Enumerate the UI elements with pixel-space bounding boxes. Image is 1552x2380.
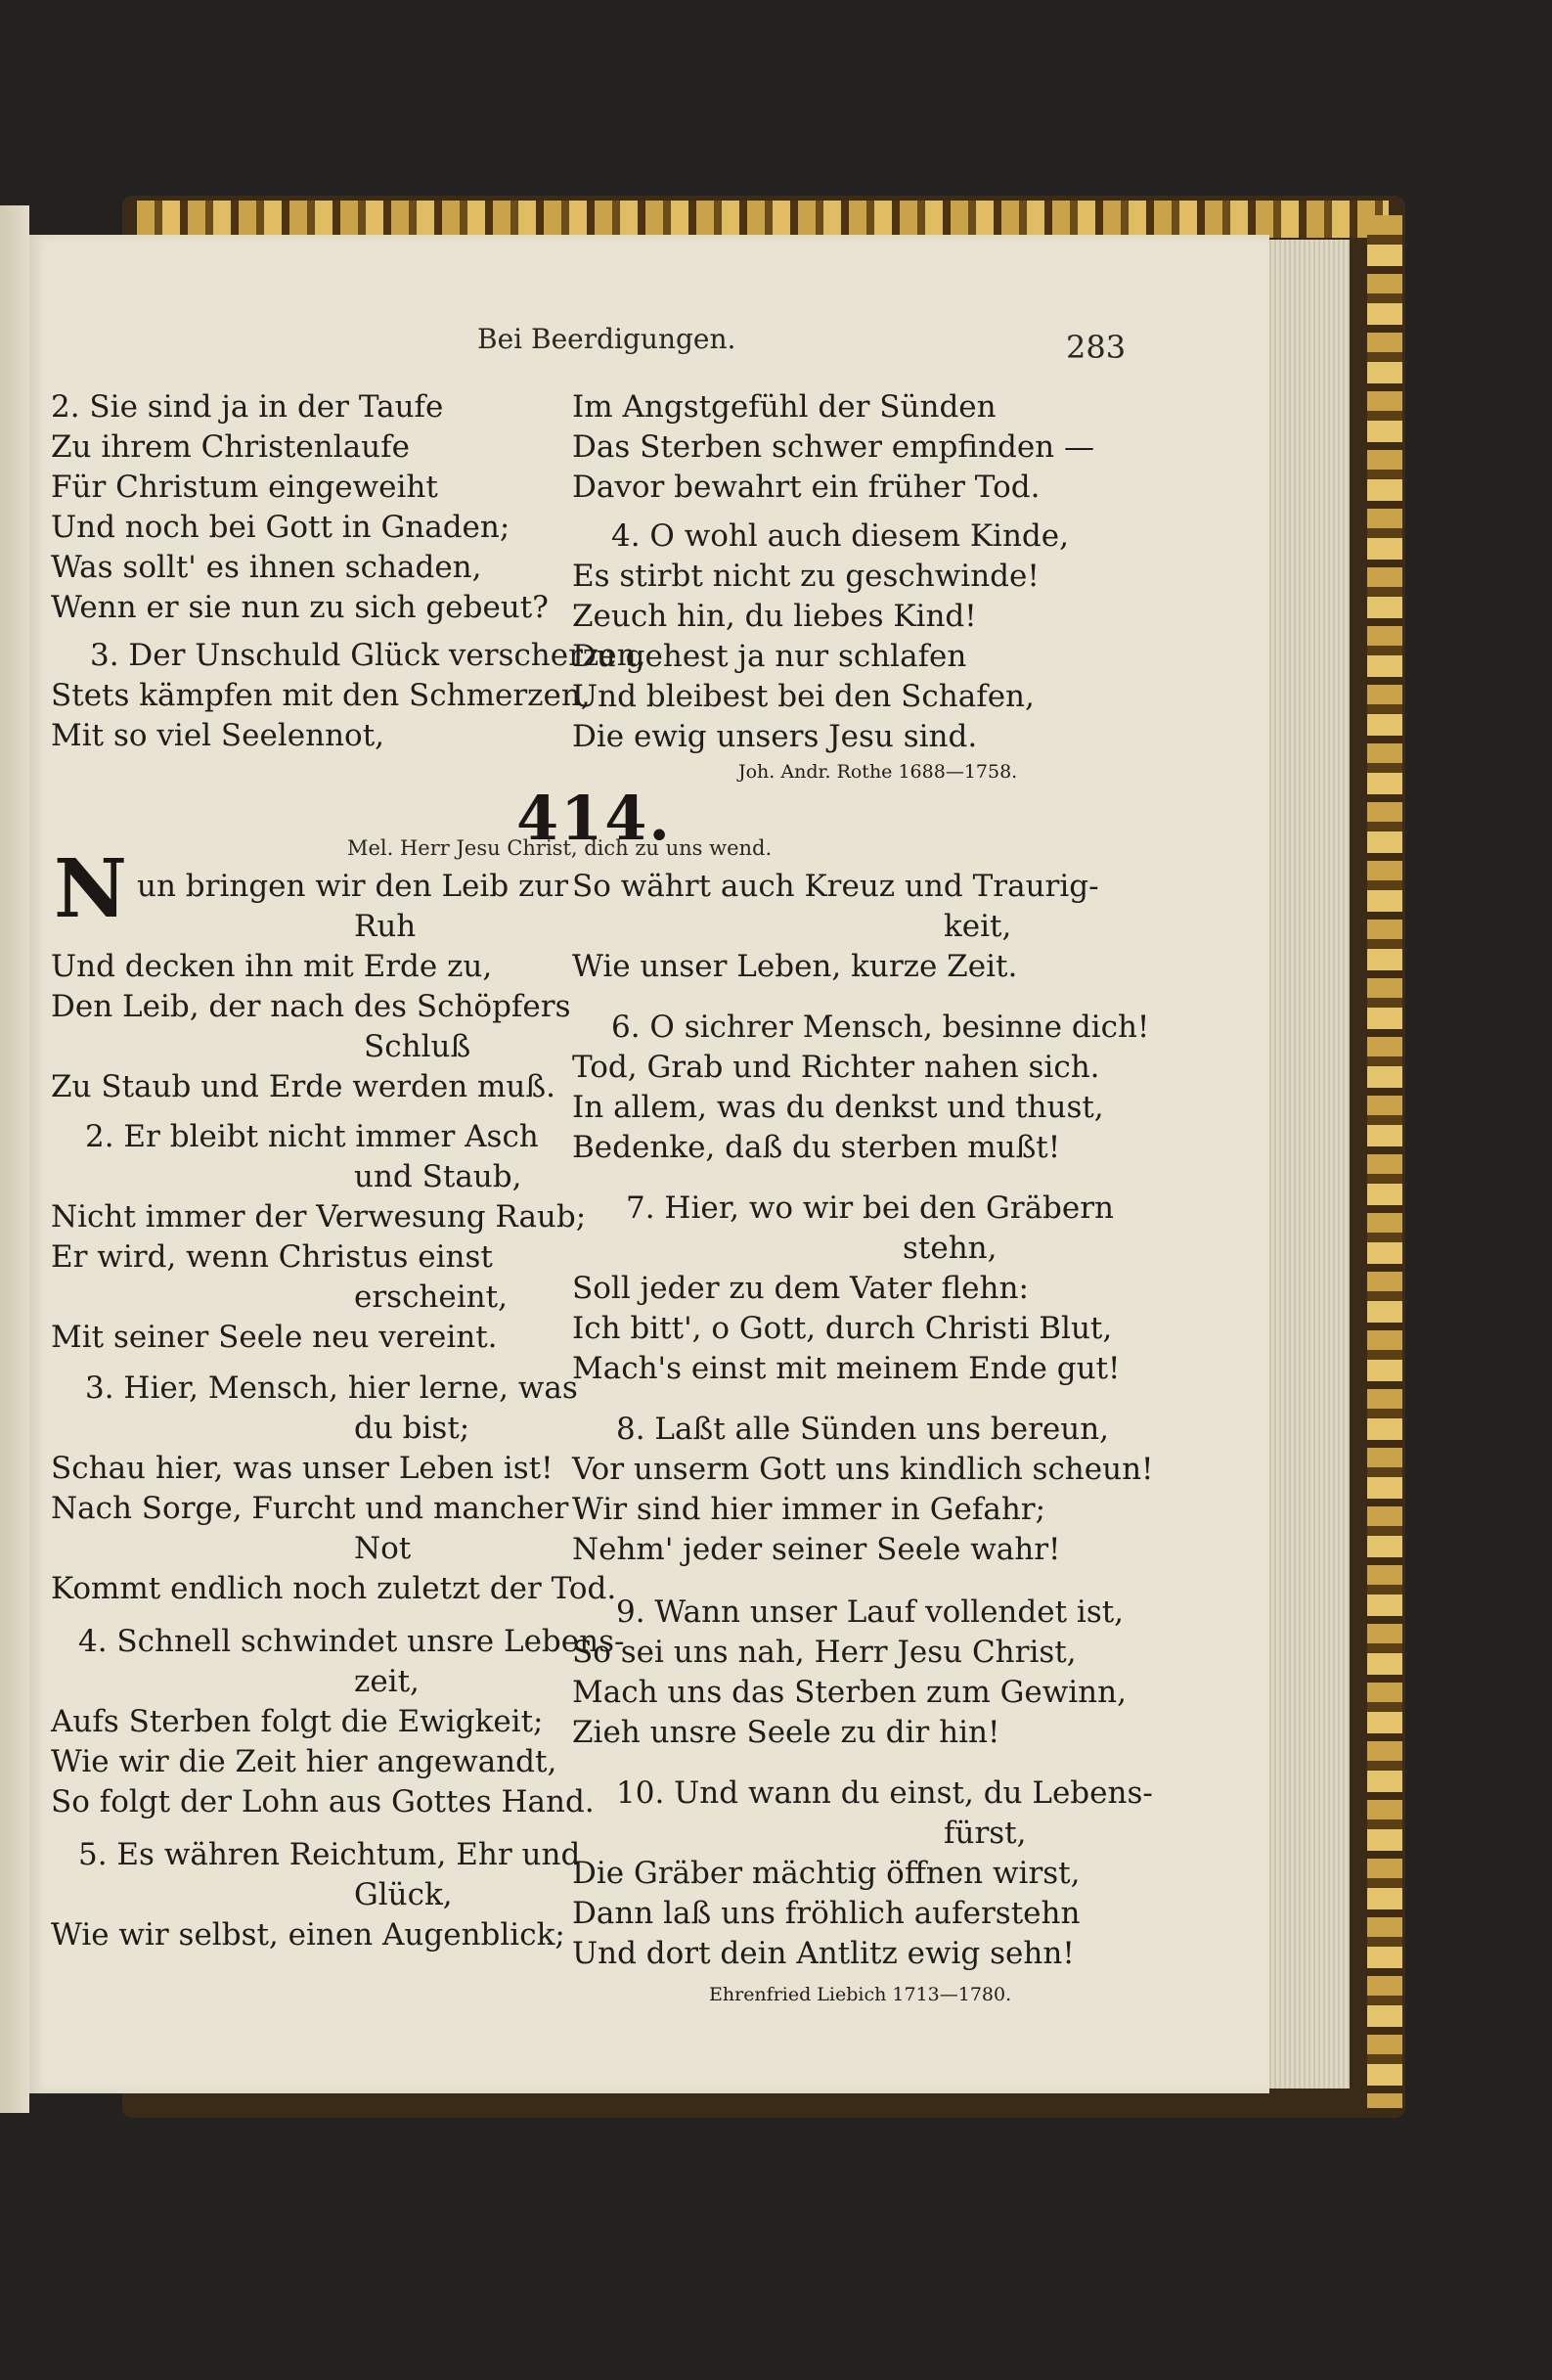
verse-line: So währt auch Kreuz und Traurig- xyxy=(572,869,1099,904)
verse-line: Du gehest ja nur schlafen xyxy=(572,639,967,674)
verse-line: 4. Schnell schwindet unsre Lebens- xyxy=(78,1624,625,1659)
verse-line: Zieh unsre Seele zu dir hin! xyxy=(572,1715,1000,1750)
verse-line: Glück, xyxy=(354,1877,453,1912)
verse-line: 8. Laßt alle Sünden uns bereun, xyxy=(616,1412,1110,1447)
verse-line: 9. Wann unser Lauf vollendet ist, xyxy=(616,1594,1125,1630)
verse-line: 7. Hier, wo wir bei den Gräbern xyxy=(626,1190,1115,1226)
verse-line: Es stirbt nicht zu geschwinde! xyxy=(572,559,1040,594)
verse-line: 10. Und wann du einst, du Lebens- xyxy=(616,1775,1153,1811)
verse-line: Die Gräber mächtig öffnen wirst, xyxy=(572,1856,1081,1891)
verse-line: Zu Staub und Erde werden muß. xyxy=(51,1069,555,1104)
verse-line: Schau hier, was unser Leben ist! xyxy=(51,1451,554,1486)
verse-line: Wie unser Leben, kurze Zeit. xyxy=(572,949,1018,984)
verse-line: 2. Sie sind ja in der Taufe xyxy=(51,389,444,425)
gilt-edge-top xyxy=(137,201,1389,238)
verse-line: fürst, xyxy=(944,1816,1027,1851)
verse-line: Und dort dein Antlitz ewig sehn! xyxy=(572,1936,1075,1971)
verse-line: Ruh xyxy=(354,909,417,944)
adjacent-page-edge xyxy=(0,205,29,2113)
verse-line: erscheint, xyxy=(354,1280,508,1315)
page-number: 283 xyxy=(1066,329,1127,366)
verse-line: Aufs Sterben folgt die Ewigkeit; xyxy=(51,1704,544,1739)
verse-line: un bringen wir den Leib zur xyxy=(137,869,569,904)
verse-line: Ich bitt', o Gott, durch Christi Blut, xyxy=(572,1311,1113,1346)
page-block-edge xyxy=(1257,240,1350,2088)
verse-line: Soll jeder zu dem Vater flehn: xyxy=(572,1271,1029,1306)
verse-line: 2. Er bleibt nicht immer Asch xyxy=(85,1119,539,1154)
verse-line: 5. Es währen Reichtum, Ehr und xyxy=(78,1837,581,1872)
verse-line: Zeuch hin, du liebes Kind! xyxy=(572,599,977,634)
verse-line: Dann laß uns fröhlich auferstehn xyxy=(572,1896,1081,1931)
verse-line: Wenn er sie nun zu sich gebeut? xyxy=(51,590,549,625)
verse-line: Davor bewahrt ein früher Tod. xyxy=(572,470,1041,505)
verse-line: 3. Der Unschuld Glück verscherzen, xyxy=(90,638,646,673)
verse-line: Wie wir die Zeit hier angewandt, xyxy=(51,1744,557,1779)
verse-line: und Staub, xyxy=(354,1159,522,1194)
verse-line: keit, xyxy=(944,909,1012,944)
verse-line: Wie wir selbst, einen Augenblick; xyxy=(51,1917,565,1953)
verse-line: So folgt der Lohn aus Gottes Hand. xyxy=(51,1784,595,1819)
gilt-edge-right xyxy=(1367,215,1402,2108)
verse-line: Not xyxy=(354,1531,412,1566)
verse-line: du bist; xyxy=(354,1411,470,1446)
verse-line: Wir sind hier immer in Gefahr; xyxy=(572,1492,1046,1527)
hymn-attribution: Ehrenfried Liebich 1713—1780. xyxy=(709,1984,1012,2005)
hymn-number: 414. xyxy=(516,783,673,854)
verse-line: Nach Sorge, Furcht und mancher xyxy=(51,1491,569,1526)
verse-line: 6. O sichrer Mensch, besinne dich! xyxy=(611,1010,1150,1045)
verse-line: Das Sterben schwer empfinden — xyxy=(572,429,1094,465)
verse-line: Mit seiner Seele neu vereint. xyxy=(51,1320,498,1355)
verse-line: Und bleibest bei den Schafen, xyxy=(572,679,1035,714)
running-header: Bei Beerdigungen. xyxy=(477,323,736,355)
verse-line: Die ewig unsers Jesu sind. xyxy=(572,719,978,754)
verse-line: Nehm' jeder seiner Seele wahr! xyxy=(572,1532,1061,1567)
previous-hymn-attribution: Joh. Andr. Rothe 1688—1758. xyxy=(738,761,1018,783)
verse-line: Schluß xyxy=(364,1029,471,1064)
verse-line: Tod, Grab und Richter nahen sich. xyxy=(572,1050,1100,1085)
verse-line: So sei uns nah, Herr Jesu Christ, xyxy=(572,1635,1077,1670)
verse-line: Mit so viel Seelennot, xyxy=(51,718,385,753)
verse-line: Vor unserm Gott uns kindlich scheun! xyxy=(572,1452,1154,1487)
verse-line: Mach's einst mit meinem Ende gut! xyxy=(572,1351,1121,1386)
verse-line: 3. Hier, Mensch, hier lerne, was xyxy=(85,1370,578,1406)
verse-line: Stets kämpfen mit den Schmerzen, xyxy=(51,678,591,713)
verse-line: Bedenke, daß du sterben mußt! xyxy=(572,1130,1061,1165)
verse-line: Was sollt' es ihnen schaden, xyxy=(51,550,482,585)
verse-line: Den Leib, der nach des Schöpfers xyxy=(51,989,571,1024)
verse-line: Mach uns das Sterben zum Gewinn, xyxy=(572,1675,1127,1710)
verse-line: Im Angstgefühl der Sünden xyxy=(572,389,997,425)
drop-cap: N xyxy=(54,842,127,936)
verse-line: In allem, was du denkst und thust, xyxy=(572,1090,1104,1125)
verse-line: Und decken ihn mit Erde zu, xyxy=(51,949,493,984)
melody-note: Mel. Herr Jesu Christ, dich zu uns wend. xyxy=(347,836,773,860)
verse-line: Er wird, wenn Christus einst xyxy=(51,1239,493,1275)
verse-line: Nicht immer der Verwesung Raub; xyxy=(51,1199,587,1235)
verse-line: Und noch bei Gott in Gnaden; xyxy=(51,510,510,545)
verse-line: Für Christum eingeweiht xyxy=(51,470,438,505)
verse-line: zeit, xyxy=(354,1664,420,1699)
verse-line: Zu ihrem Christenlaufe xyxy=(51,429,410,465)
verse-line: Kommt endlich noch zuletzt der Tod. xyxy=(51,1571,617,1606)
verse-line: stehn, xyxy=(903,1231,998,1266)
verse-line: 4. O wohl auch diesem Kinde, xyxy=(611,518,1069,554)
